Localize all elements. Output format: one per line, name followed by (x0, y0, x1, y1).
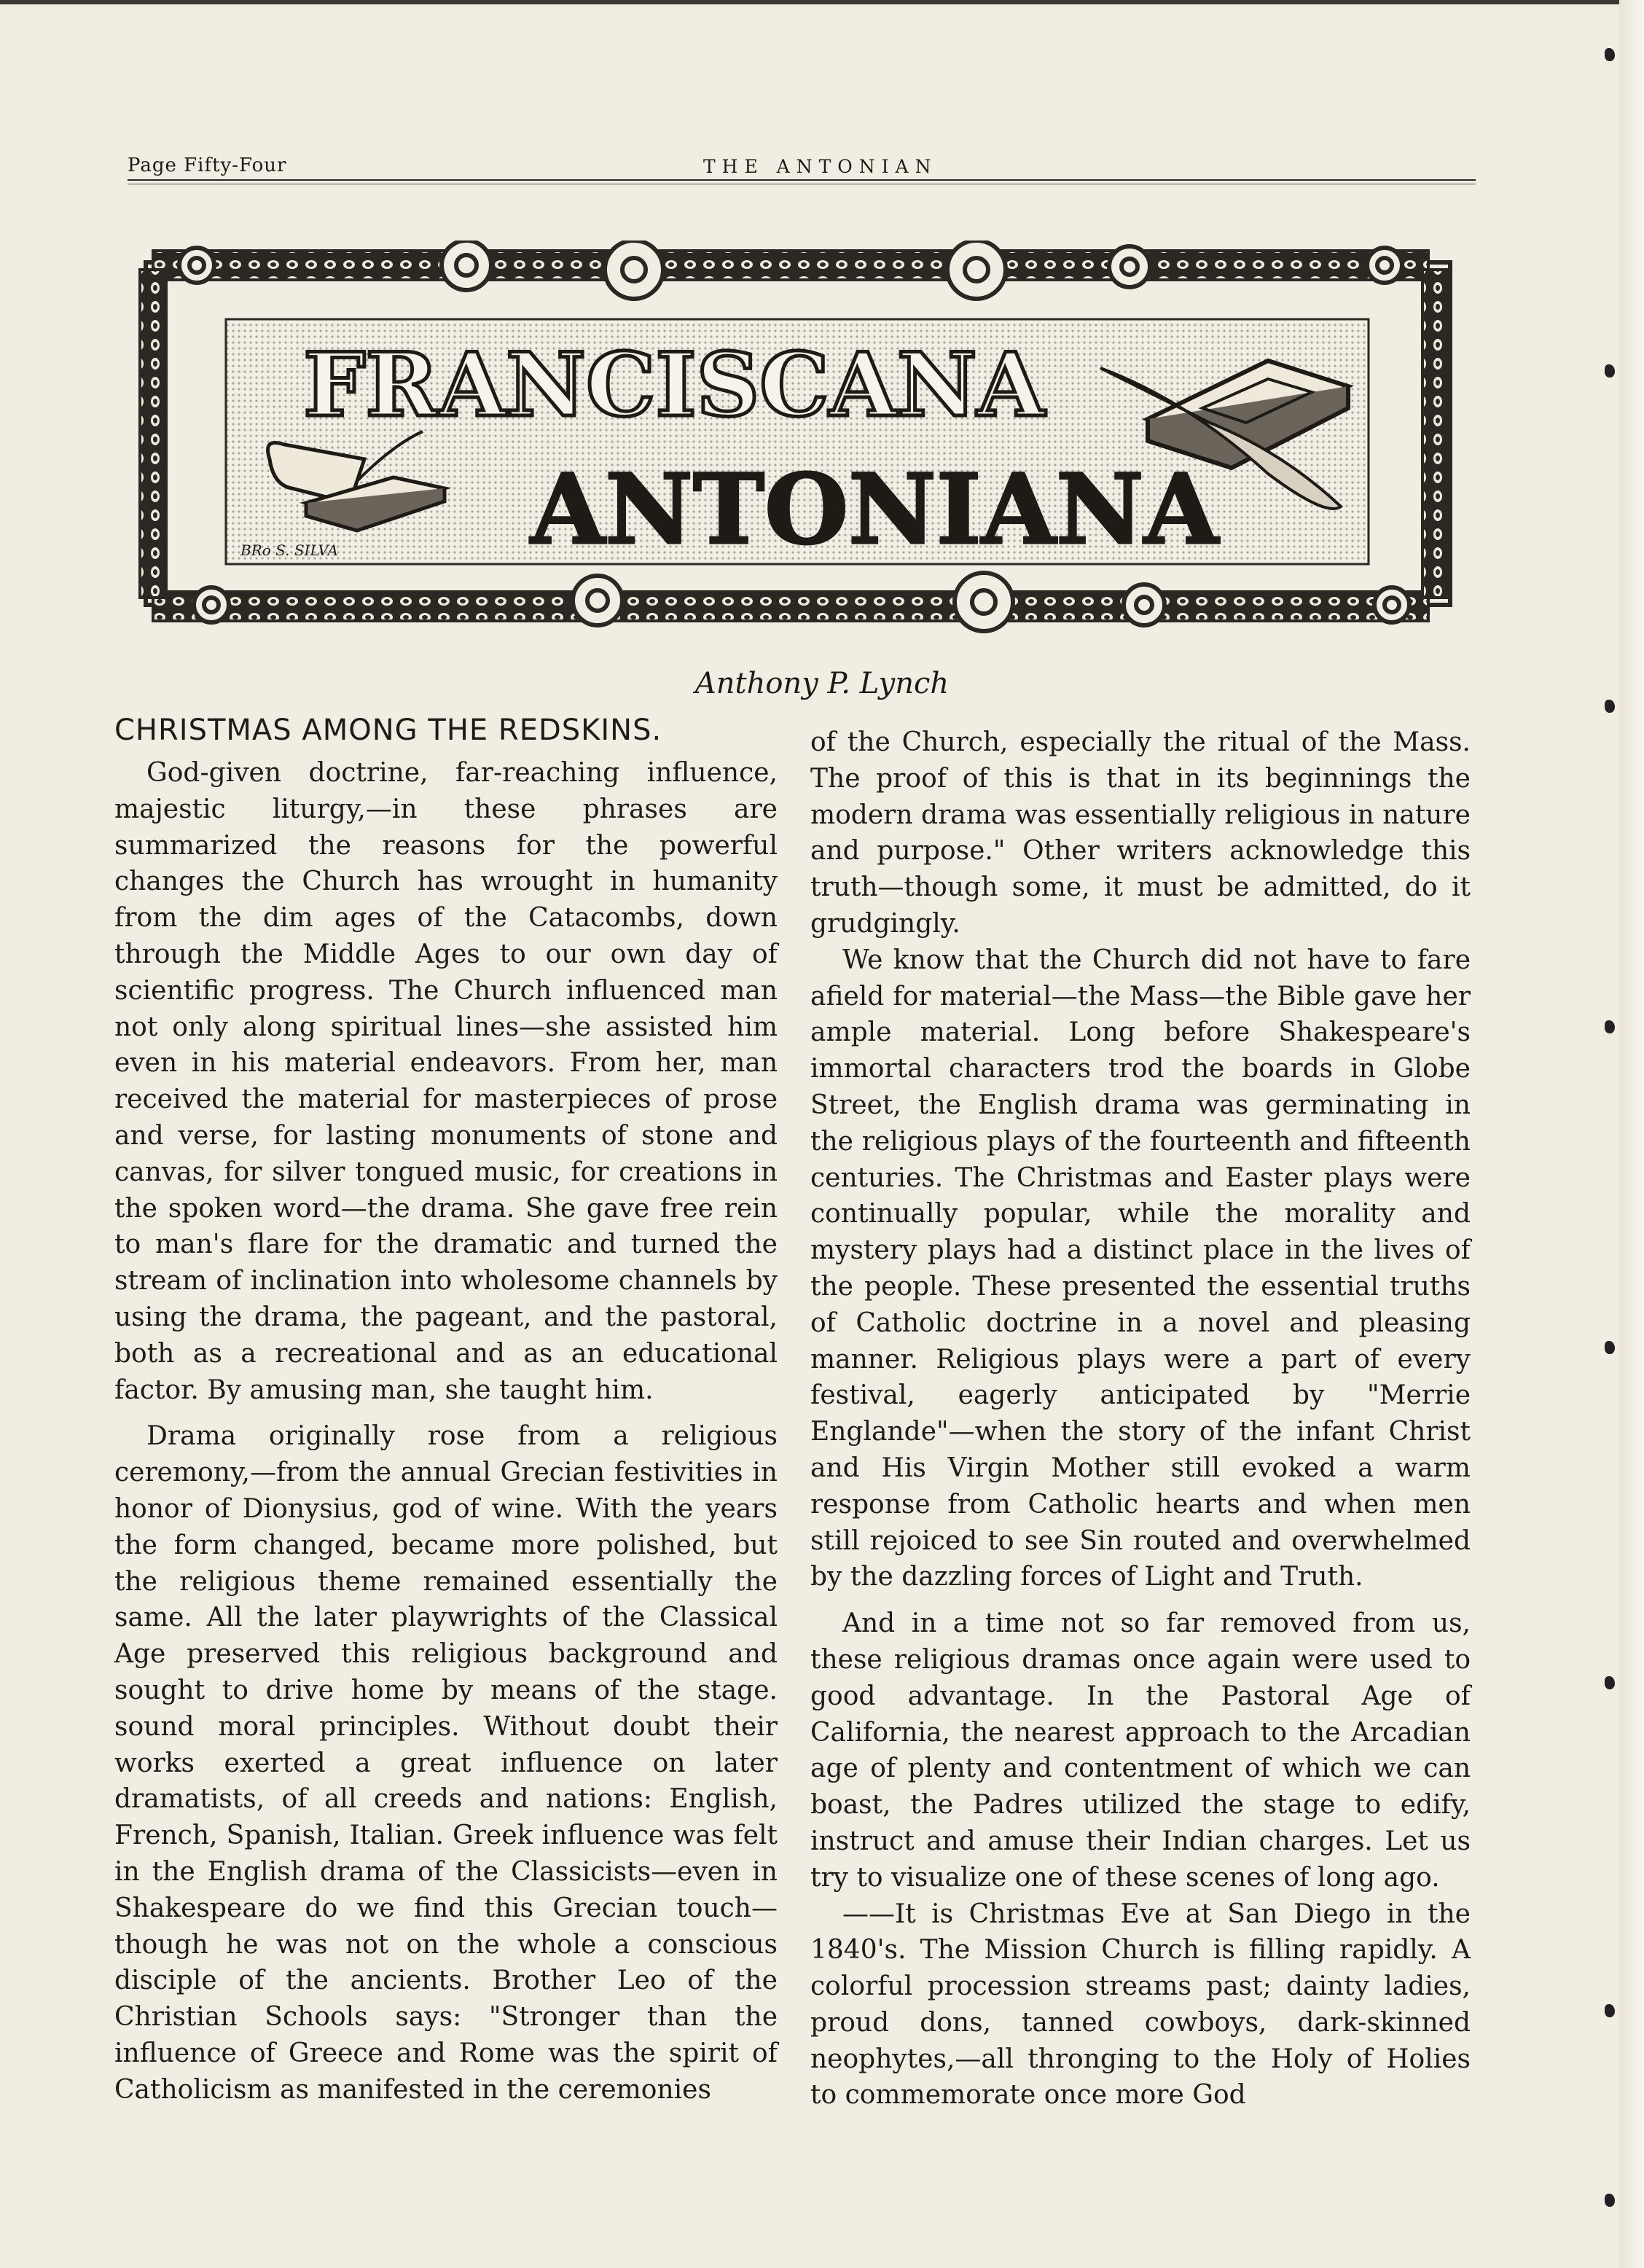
article-column-left (114, 713, 778, 2108)
binding-hole-mark (1605, 1676, 1615, 1689)
article-paragraph: God-given doctrine, far-reaching influence, majestic liturgy,—in these phrases are summarized the reasons for the powerful changes the Church has wrought in humanity from the dim ages of the Catacombs, down through the Middle Ages to our own day of scientific progress. The Church influenced man not only along spiritual lines—she assisted him even in his material endeavors. From her, man received the material for masterpieces of prose and verse, for lasting monuments of stone and canvas, for silver tongued music, for creations in the spoken word—the drama. She gave free rein to man's flare for the dramatic and turned the stream of inclination into wholesome channels by using the drama, the pageant, and the pastoral, both as a recreational and as an educational factor. By amusing man, she taught him. (114, 758, 778, 1405)
artist-signature: BRo S. SILVA (240, 541, 338, 559)
binding-hole-mark (1605, 700, 1615, 713)
page-number-label: Page Fifty-Four (128, 155, 287, 176)
banner-illustration (131, 241, 1465, 638)
article-title: CHRISTMAS AMONG THE REDSKINS. (114, 713, 662, 747)
binding-hole-mark (1605, 364, 1615, 378)
binding-hole-mark (1605, 2194, 1615, 2207)
header-rule (128, 179, 1476, 181)
binding-hole-mark (1605, 2004, 1615, 2017)
running-head (128, 155, 1476, 181)
banner-title-line1: FRANCISCANA (303, 334, 1045, 437)
page-top-edge (0, 0, 1644, 4)
journal-name: THE ANTONIAN (703, 156, 938, 177)
article-paragraph: Drama originally rose from a religious ceremony,—from the annual Grecian festivities in honor of Dionysius, god of wine. With the years the form changed, became more polished, but the religious theme remained essentially the same. All the later playwrights of the Classical Age preserved this religious background and sought to drive home by means of the stage. sound moral principles. Without doubt their works exerted a great influence on later dramatists, of all creeds and nations: English, French, Spanish, Italian. Greek influence was felt in the English drama of the Classicists—even in Shakespeare do we find this Grecian touch—though he was not on the whole a conscious disciple of the ancients. Brother Leo of the Christian Schools says: "Stronger than the influence of Greece and Rome was the spirit of Catholicism as manifested in the ceremonies (114, 1421, 778, 2105)
article-paragraph: We know that the Church did not have to fare afield for material—the Mass—the Bible gave her ample material. Long before Shakespeare's immortal characters trod the boards in Globe Street, the English drama was germinating in the religious plays of the fourteenth and fifteenth centuries. The Christmas and Easter plays were continually popular, while the morality and mystery plays had a distinct place in the lives of the people. These presented the essential truths of Catholic doctrine in a novel and pleasing manner. Religious plays were a part of every festival, eagerly anticipated by "Merrie Englande"—when the story of the infant Christ and His Virgin Mother still evoked a warm response from Catholic hearts and when men still rejoiced to see Sin routed and overwhelmed by the dazzling forces of Light and Truth. (810, 945, 1471, 1592)
article-paragraph: of the Church, especially the ritual of the Mass. The proof of this is that in its beginnings the modern drama was essentially religious in nature and purpose." Other writers acknowledge this truth—though some, it must be admitted, do it grudgingly. (810, 727, 1471, 939)
chain-border-bottom (153, 592, 1428, 621)
chain-border-top (153, 251, 1428, 280)
section-banner (131, 241, 1465, 638)
binding-hole-mark (1605, 1341, 1615, 1354)
chain-border-left (140, 270, 166, 598)
article-paragraph: And in a time not so far removed from us, these religious dramas once again were used to good advantage. In the Pastoral Age of California, the nearest approach to the Arcadian age of plenty and contentment of which we can boast, the Padres utilized the stage to edify, instruct and amuse their Indian charges. Let us try to visualize one of these scenes of long ago. (810, 1608, 1471, 1893)
page-right-edge (1619, 0, 1644, 2268)
banner-title-line2: ANTONIANA (530, 453, 1219, 566)
chain-border-right (1422, 270, 1449, 598)
article-column-right (810, 724, 1471, 2113)
article-paragraph: ——It is Christmas Eve at San Diego in the 1840's. The Mission Church is filling rapidly. A colorful procession streams past; dainty ladies, proud dons, tanned cowboys, dark-skinned neophytes,—all thronging to the Holy of Holies to commemorate once more God (810, 1899, 1471, 2111)
article-byline: Anthony P. Lynch (694, 667, 950, 700)
binding-hole-mark (1605, 48, 1615, 61)
binding-hole-mark (1605, 1020, 1615, 1033)
